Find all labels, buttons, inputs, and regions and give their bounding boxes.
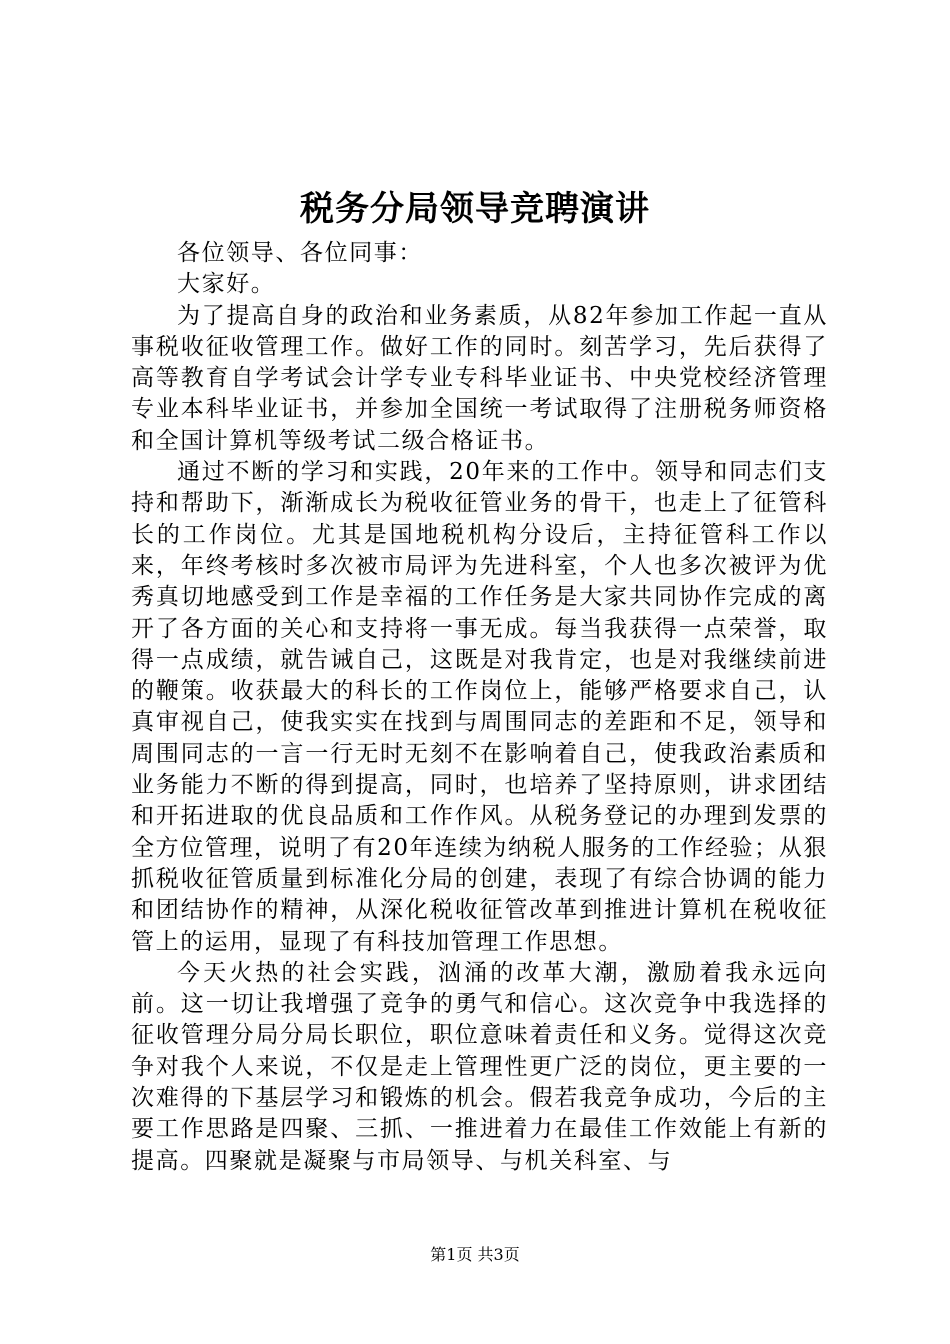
page-title: 税务分局领导竞聘演讲 <box>300 189 650 229</box>
page-footer: 第1页 共3页 <box>430 1245 520 1264</box>
paragraph-salutation: 各位领导、各位同事： <box>177 240 423 266</box>
paragraph-experience: 通过不断的学习和实践，20年来的工作中。领导和同志们支持和帮助下，渐渐成长为税收征管业务的骨干，也走上了征管科长的工作岗位。尤其是国地税机构分设后，主持征管科工作以来，年终考核时多次被市局评为先进科室，个人也多次被评为优秀真切地感受到工作是幸福的工作任务是大家共同协作完成的离开了各方面的关心和支持将一事无成。每当我获得一点荣誉，取得一点成绩，就告诫自己，这既是对我肯定，也是对我继续前进的鞭策。收获最大的科长的工作岗位上，能够严格要求自己，认真审视自己，使我实实在找到与周围同志的差距和不足，领导和周围同志的一言一行无时无刻不在影响着自己，使我政治素质和业务能力不断的得到提高，同时，也培养了坚持原则，讲求团结和开拓进取的优良品质和工作作风。从税务登记的办理到发票的全方位管理，说明了有20年连续为纳税人服务的工作经验；从狠抓税收征管质量到标准化分局的创建，表现了有综合协调的能力和团结协作的精神，从深化税收征管改革到推进计算机在税收征管上的运用，显现了有科技加管理工作思想。 <box>131 459 828 955</box>
paragraph-background: 为了提高自身的政治和业务素质，从82年参加工作起一直从事税收征收管理工作。做好工作的同时。刻苦学习，先后获得了高等教育自学考试会计学专业专科毕业证书、中央党校经济管理专业本科毕业证书，并参加全国统一考试取得了注册税务师资格和全国计算机等级考试二级合格证书。 <box>131 302 828 454</box>
document-body <box>131 238 828 1177</box>
paragraph-greeting: 大家好。 <box>177 271 276 298</box>
paragraph-motivation: 今天火热的社会实践，汹涌的改革大潮，激励着我永远向前。这一切让我增强了竞争的勇气和信心。这次竞争中我选择的征收管理分局分局长职位，职位意味着责任和义务。觉得这次竞争对我个人来说，不仅是走上管理性更广泛的岗位，更主要的一次难得的下基层学习和锻炼的机会。假若我竞争成功，今后的主要工作思路是四聚、三抓、一推进着力在最佳工作效能上有新的提高。四聚就是凝聚与市局领导、与机关科室、与 <box>131 959 828 1174</box>
